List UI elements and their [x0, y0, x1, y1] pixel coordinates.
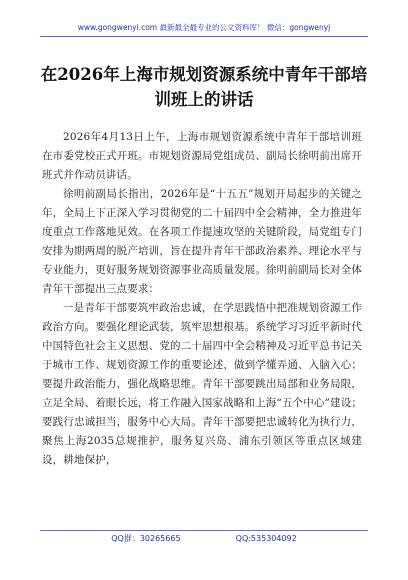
document-title: 在2026年上海市规划资源系统中青年干部培训班上的讲话 [40, 65, 368, 109]
page-footer [0, 533, 408, 553]
footer-divider [40, 530, 368, 531]
header-text: www.gongwenyi.com 最新最全最专业的公文资料库！ 微信：gongwenyj [77, 23, 331, 32]
footer-qq-group: QQ群：30265665 [111, 534, 181, 543]
header-divider [40, 36, 368, 37]
paragraph: 2026年4月13日上午，上海市规划资源系统中青年干部培训班在市委党校正式开班。市规划资源局党组成员、副局长徐明前出席开班式并作动员讲话。 [42, 131, 362, 181]
footer-qq-number: QQ:535304092 [235, 534, 297, 543]
paragraph: 一是青年干部要筑牢政治忠诚，在学思践悟中把准规划资源工作政治方向。要强化理论武装，筑牢思想根基。系统学习习近平新时代中国特色社会主义思想、党的二十届四中全会精神及习近平总书记关于城市工作、规划资源工作的重要论述，做到学懂弄通、入脑入心；要提升政治能力，强化战略思维。青年干部要跳出局部和业务局限，立足全局、着眼长远，将工作融入国家战略和上海“五个中心”建设；要践行忠诚担当，服务中心大局。青年干部要把忠诚转化为执行力，聚焦上海2035总规推护，服务复兴岛、浦东引领区等重点区域建设，耕地保护， [42, 302, 362, 466]
document-body [42, 128, 362, 470]
paragraph: 徐明前副局长指出，2026年是“十五五”规划开局起步的关键之年，全局上下正深入学习贯彻党的二十届四中全会精神，全力推进年度重点工作落地见效。在各项工作提速攻坚的关键阶段，局党组专门安排为期两周的脱产培训，旨在提升青年干部政治素养、理论水平与专业能力，更好服务规划资源事业高质量发展。徐明前副局长对全体青年干部提出三点要求： [42, 188, 362, 295]
page-header [0, 0, 408, 52]
